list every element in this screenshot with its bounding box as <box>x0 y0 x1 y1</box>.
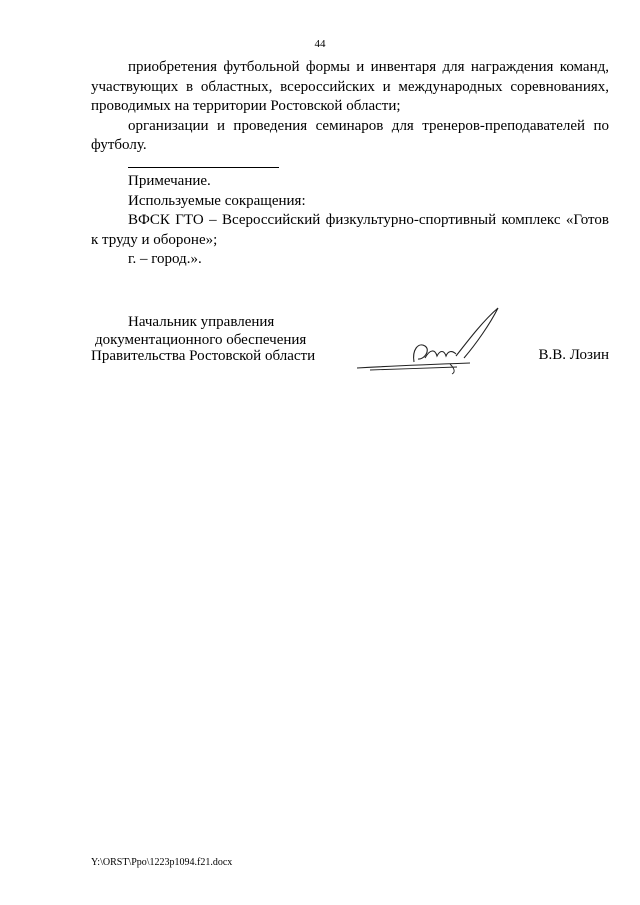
file-path-footer: Y:\ORST\Ppo\1223p1094.f21.docx <box>91 857 233 868</box>
paragraph-football-uniform: приобретения футбольной формы и инвентаря для награждения команд, участвующих в областных, всероссийских и международных соревнованиях, проводимых на территории Ростовской области; <box>91 59 609 114</box>
note-item-vfsk-gto: ВФСК ГТО – Всероссийский физкультурно-спортивный комплекс «Готов к труду и обороне»; <box>91 212 609 248</box>
notes-intro: Используемые сокращения: <box>128 192 306 209</box>
notes-section <box>91 172 609 270</box>
page-number: 44 <box>314 38 326 50</box>
body-text <box>91 58 609 156</box>
signatory-title-line-3: Правительства Ростовской области <box>91 348 316 364</box>
paragraph-seminars: организации и проведения семинаров для тренеров-преподавателей по футболу. <box>91 117 609 153</box>
note-item-city: г. – город.». <box>128 251 202 267</box>
notes-heading: Примечание. <box>128 173 211 189</box>
signatory-title-line-1: Начальник управления <box>128 314 275 330</box>
footnote-separator <box>128 167 279 168</box>
handwritten-signature <box>352 306 502 376</box>
signatory-title-line-2: документационного обеспечения <box>95 332 307 348</box>
signatory-name: В.В. Лозин <box>538 347 609 363</box>
